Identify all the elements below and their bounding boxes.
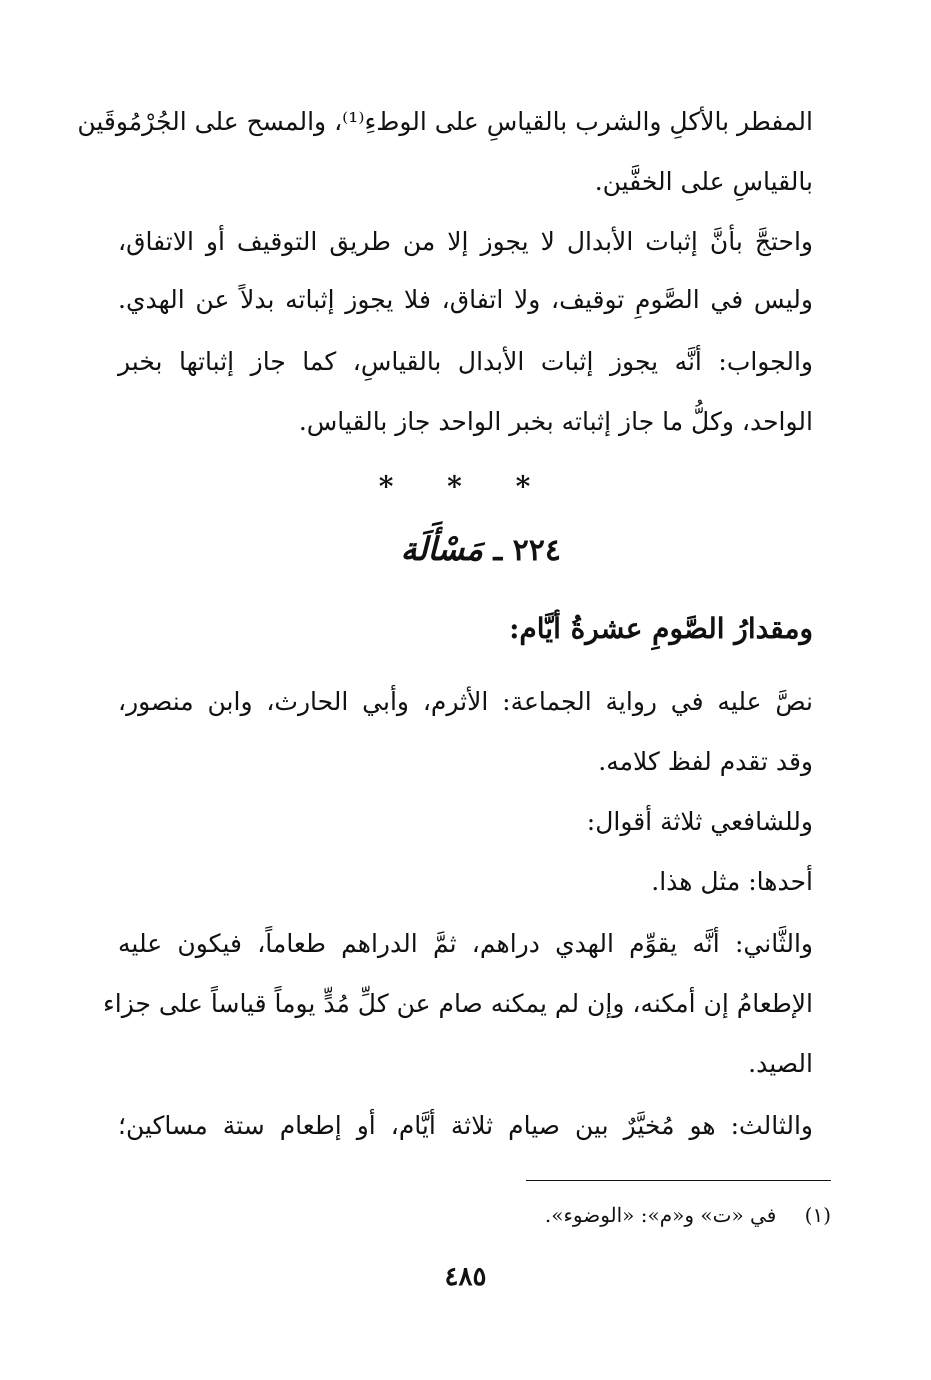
text-line: وللشافعي ثلاثة أقوال: <box>586 807 813 836</box>
text-line: الواحد، وكلُّ ما جاز إثباته بخبر الواحد جاز بالقياس. <box>298 407 813 436</box>
issue-dash: ـ <box>493 533 503 568</box>
issue-title: مَسْأَلَة <box>400 530 483 568</box>
text-line: والجواب: أنَّه يجوز إثبات الأبدال بالقياسِ، كما جاز إثباتها بخبر <box>118 347 813 376</box>
issue-number: ٢٢٤ <box>512 533 561 568</box>
issue-heading <box>401 530 561 568</box>
text-line: والثالث: هو مُخيَّرٌ بين صيام ثلاثة أيَّام، أو إطعام ستة مساكين؛ <box>118 1111 813 1140</box>
text-line: الإطعامُ إن أمكنه، وإن لم يمكنه صام عن كلِّ مُدٍّ يوماً قياساً على جزاء <box>103 989 813 1018</box>
section-separator: * * * <box>378 470 553 503</box>
footnote-number: (١) <box>804 1203 831 1227</box>
footnote-text: في «ت» و«م»: «الوضوء». <box>544 1203 777 1227</box>
text-line: والثَّاني: أنَّه يقوِّم الهدي دراهم، ثمَّ الدراهم طعاماً، فيكون عليه <box>118 929 813 958</box>
text-line: نصَّ عليه في رواية الجماعة: الأثرم، وأبي الحارث، وابن منصور، <box>118 687 813 716</box>
text-line: بالقياسِ على الخفَّين. <box>594 167 813 196</box>
text-line: أحدها: مثل هذا. <box>651 867 813 896</box>
text-line: المفطر بالأكلِ والشرب بالقياسِ على الوطءِ⁽¹⁾، والمسح على الجُرْمُوقَين <box>77 107 813 136</box>
text-line: الصيد. <box>748 1049 813 1078</box>
footnote-divider <box>526 1180 831 1181</box>
text-line: وليس في الصَّومِ توقيف، ولا اتفاق، فلا يجوز إثباته بدلاً عن الهدي. <box>118 285 813 314</box>
footnote <box>545 1203 831 1227</box>
page-number: ٤٨٥ <box>444 1262 487 1292</box>
text-line: واحتجَّ بأنَّ إثبات الأبدال لا يجوز إلا من طريق التوقيف أو الاتفاق، <box>118 227 813 256</box>
text-line: وقد تقدم لفظ كلامه. <box>598 747 813 776</box>
sub-heading: ومقدارُ الصَّومِ عشرةُ أيَّام: <box>509 612 813 645</box>
